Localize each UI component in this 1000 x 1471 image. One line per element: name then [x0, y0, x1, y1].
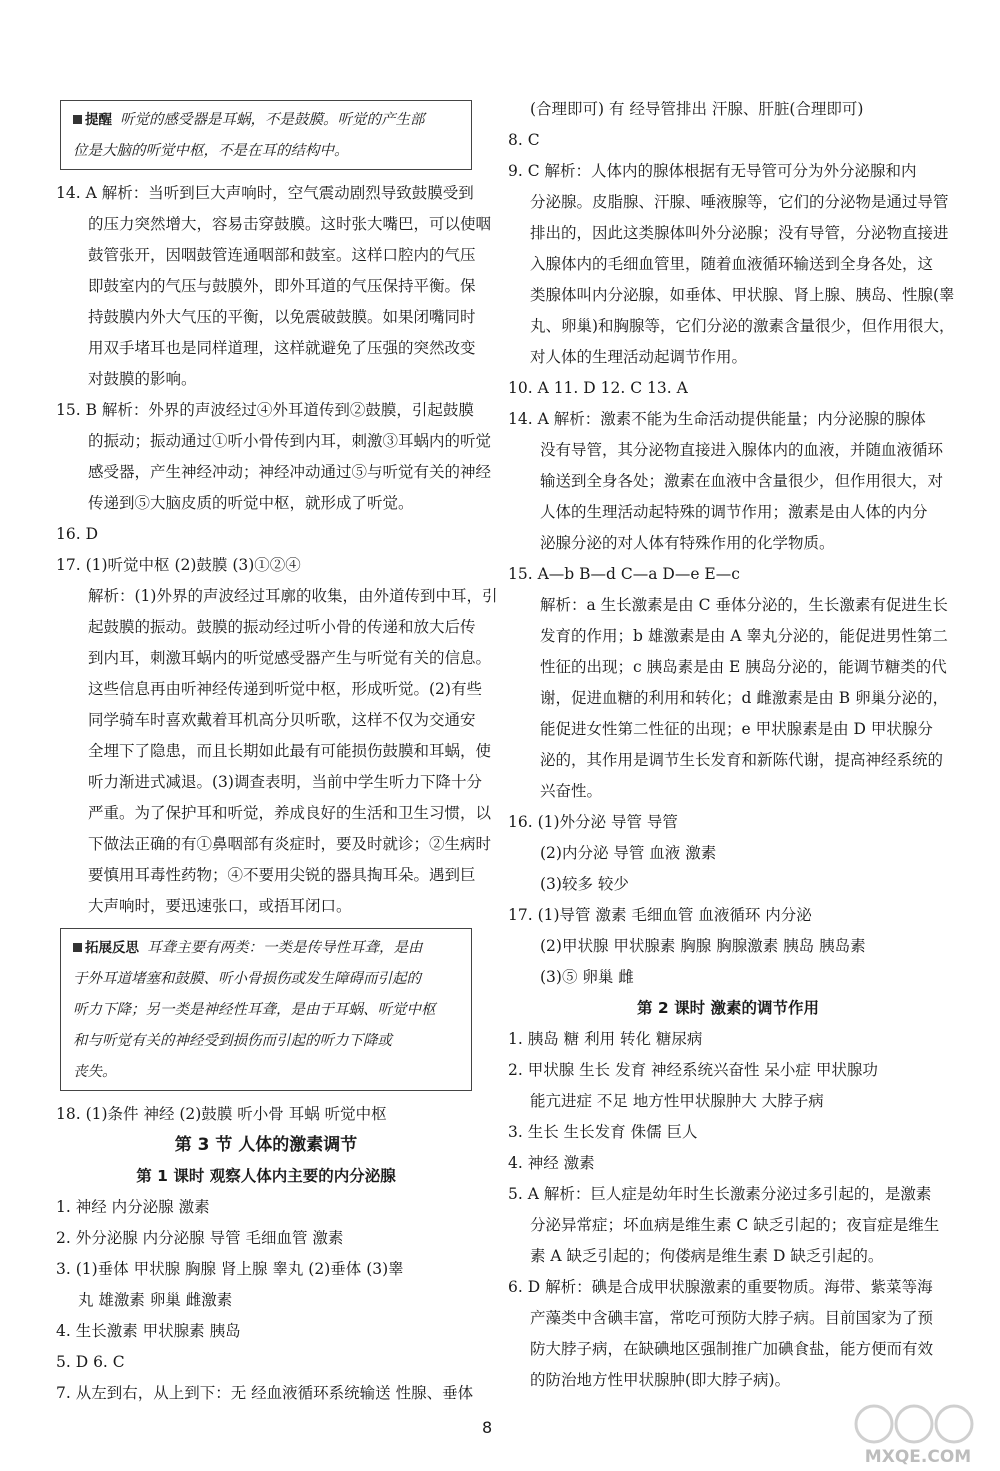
text-line: 这些信息再由听神经传递到听觉中枢，形成听觉。(2)有些	[88, 680, 482, 698]
text-line: 大声响时，要迅速张口，或捂耳闭口。	[88, 897, 352, 915]
text-line: 素 A 缺乏引起的；佝偻病是维生素 D 缺乏引起的。	[530, 1247, 884, 1265]
answer-16-right	[508, 807, 948, 900]
answer-6-right	[508, 1272, 948, 1396]
text-line: 没有导管，其分泌物直接进入腺体内的血液，并随血液循环	[540, 441, 944, 459]
text-line: 14. A 解析：当听到巨大声响时，空气震动剧烈导致鼓膜受到	[56, 184, 474, 202]
answer-17	[56, 550, 498, 922]
text-line: 起鼓膜的振动。鼓膜的振动经过听小骨的传递和放大后传	[88, 618, 476, 636]
text-line: (3)⑤ 卵巢 雌	[540, 968, 634, 986]
section-title: 第 3 节 人体的激素调节	[174, 1135, 358, 1155]
text-line: 即鼓室内的气压与鼓膜外，即外耳道的气压保持平衡。保	[88, 277, 476, 295]
text-line: 4. 生长激素 甲状腺素 胰岛	[56, 1322, 241, 1340]
answer-18: 18. (1)条件 神经 (2)鼓膜 听小骨 耳蜗 听觉中枢	[56, 1105, 387, 1123]
tip-line: 位是大脑的听觉中枢，不是在耳的结构中。	[73, 143, 349, 159]
text-line: 同学骑车时喜欢戴着耳机高分贝听歌，这样不仅为交通安	[88, 711, 476, 729]
answer-9	[508, 156, 955, 373]
text-line: 15. A—b B—d C—a D—e E—c	[508, 565, 740, 583]
text-line: 持鼓膜内外大气压的平衡，以免震破鼓膜。如果闭嘴同时	[88, 308, 476, 326]
answer-15-right	[508, 559, 948, 807]
text-line: 17. (1)导管 激素 毛细血管 血液循环 内分泌	[508, 906, 812, 924]
text-line: 的振动；振动通过①听小骨传到内耳，刺激③耳蜗内的听觉	[88, 432, 492, 450]
text-line: (2)甲状腺 甲状腺素 胸腺 胸腺激素 胰岛 胰岛素	[540, 937, 866, 955]
extension-line: 丧失。	[73, 1064, 117, 1080]
extension-line: 和与听觉有关的神经受到损伤而引起的听力下降或	[73, 1033, 392, 1049]
answer-16: 16. D	[56, 525, 99, 543]
text-line: 入腺体内的毛细血管里，随着血液循环输送到全身各处，这	[530, 255, 934, 273]
text-line: 类腺体叫内分泌腺，如垂体、甲状腺、肾上腺、胰岛、性腺(睾	[530, 286, 955, 304]
answers-10-13: 10. A 11. D 12. C 13. A	[508, 379, 688, 397]
answer-17-right	[508, 900, 948, 993]
text-line: 6. D 解析：碘是合成甲状腺激素的重要物质。海带、紫菜等海	[508, 1278, 933, 1296]
answer-15	[56, 395, 492, 519]
extension-line: 听力下降；另一类是神经性耳聋，是由于耳蜗、听觉中枢	[73, 1002, 436, 1018]
text-line: 听力渐进式减退。(3)调查表明，当前中学生听力下降十分	[88, 773, 482, 791]
text-line: 产藻类中含碘丰富，常吃可预防大脖子病。目前国家为了预	[530, 1309, 934, 1327]
text-line: 排出的，因此这类腺体叫外分泌腺；没有导管，分泌物直接进	[530, 224, 949, 242]
lesson-1-title: 第 1 课时 观察人体内主要的内分泌腺	[136, 1167, 396, 1185]
extension-tag: 拓展反思	[73, 940, 139, 956]
text-line: 能亢进症 不足 地方性甲状腺肿大 大脖子病	[530, 1092, 824, 1110]
text-line: 1. 神经 内分泌腺 激素	[56, 1198, 210, 1216]
text-line: (合理即可) 有 经导管排出 汗腺、肝脏(合理即可)	[530, 100, 864, 118]
extension-box	[60, 928, 472, 1091]
text-line: 5. A 解析：巨人症是幼年时生长激素分泌过多引起的，是激素	[508, 1185, 932, 1203]
text-line: 泌的，其作用是调节生长发育和新陈代谢，提高神经系统的	[540, 751, 944, 769]
extension-line: 于外耳道堵塞和鼓膜、听小骨损伤或发生障碍而引起的	[73, 971, 421, 987]
text-line: 人体的生理活动起特殊的调节作用；激素是由人体的内分	[540, 503, 928, 521]
text-line: 对鼓膜的影响。	[88, 370, 197, 388]
page-number: 8	[482, 1418, 493, 1437]
text-line: 解析：a 生长激素是由 C 垂体分泌的，生长激素有促进生长	[540, 596, 948, 614]
text-line: 发育的作用；b 雄激素是由 A 睾丸分泌的，能促进男性第二	[540, 627, 948, 645]
text-line: 用双手堵耳也是同样道理，这样就避免了压强的突然改变	[88, 339, 476, 357]
tip-line: 听觉的感受器是耳蜗，不是鼓膜。听觉的产生部	[120, 112, 425, 128]
text-line: 1. 胰岛 糖 利用 转化 糖尿病	[508, 1030, 703, 1048]
answer-5-right	[508, 1179, 948, 1272]
lesson-2-answers	[508, 1024, 948, 1179]
text-line: 能促进女性第二性征的出现；e 甲状腺素是由 D 甲状腺分	[540, 720, 933, 738]
text-line: 15. B 解析：外界的声波经过④外耳道传到②鼓膜，引起鼓膜	[56, 401, 474, 419]
lesson-1-answers	[56, 1192, 476, 1409]
text-line: 泌腺分泌的对人体有特殊作用的化学物质。	[540, 534, 835, 552]
answer-8: 8. C	[508, 131, 540, 149]
watermark-logo	[848, 1398, 988, 1468]
text-line: 性征的出现；c 胰岛素是由 E 胰岛分泌的，能调节糖类的代	[540, 658, 947, 676]
text-line: (3)较多 较少	[540, 875, 629, 893]
tip-tag: 提醒	[73, 112, 112, 128]
text-line: 5. D 6. C	[56, 1353, 125, 1371]
text-line: (2)内分泌 导管 血液 激素	[540, 844, 717, 862]
lesson-2-title: 第 2 课时 激素的调节作用	[637, 999, 819, 1017]
text-line: 7. 从左到右，从上到下：无 经血液循环系统输送 性腺、垂体	[56, 1384, 474, 1402]
text-line: 兴奋性。	[540, 782, 603, 800]
text-line: 感受器，产生神经冲动；神经冲动通过⑤与听觉有关的神经	[88, 463, 492, 481]
text-line: 2. 甲状腺 生长 发育 神经系统兴奋性 呆小症 甲状腺功	[508, 1061, 878, 1079]
text-line: 防大脖子病，在缺碘地区强制推广加碘食盐，能方便而有效	[530, 1340, 934, 1358]
text-line: 分泌腺。皮脂腺、汗腺、唾液腺等，它们的分泌物是通过导管	[530, 193, 949, 211]
text-line: 14. A 解析：激素不能为生命活动提供能量；内分泌腺的腺体	[508, 410, 926, 428]
text-line: 严重。为了保护耳和听觉，养成良好的生活和卫生习惯，以	[88, 804, 492, 822]
text-line: 4. 神经 激素	[508, 1154, 595, 1172]
text-line: 对人体的生理活动起调节作用。	[530, 348, 748, 366]
text-line: 谢，促进血糖的利用和转化；d 雌激素是由 B 卵巢分泌的，	[540, 689, 949, 707]
text-line: 2. 外分泌腺 内分泌腺 导管 毛细血管 激素	[56, 1229, 344, 1247]
text-line: 丸 雄激素 卵巢 雌激素	[78, 1291, 233, 1309]
text-line: 输送到全身各处；激素在血液中含量很少，但作用很大，对	[540, 472, 944, 490]
text-line: 解析：(1)外界的声波经过耳廓的收集，由外道传到中耳，引	[88, 587, 498, 605]
tip-box	[60, 100, 472, 170]
extension-line: 耳聋主要有两类：一类是传导性耳聋，是由	[147, 940, 423, 956]
text-line: 鼓管张开，因咽鼓管连通咽部和鼓室。这样口腔内的气压	[88, 246, 476, 264]
text-line: 下做法正确的有①鼻咽部有炎症时，要及时就诊；②生病时	[88, 835, 492, 853]
answer-14	[56, 178, 492, 395]
text-line: 17. (1)听觉中枢 (2)鼓膜 (3)①②④	[56, 556, 301, 574]
text-line: 要慎用耳毒性药物；④不要用尖锐的器具掏耳朵。遇到巨	[88, 866, 476, 884]
text-line: 到内耳，刺激耳蜗内的听觉感受器产生与听觉有关的信息。	[88, 649, 492, 667]
right-column	[508, 94, 955, 1396]
text-line: 9. C 解析：人体内的腺体根据有无导管可分为外分泌腺和内	[508, 162, 917, 180]
text-line: 的压力突然增大，容易击穿鼓膜。这时张大嘴巴，可以使咽	[88, 215, 492, 233]
text-line: 丸、卵巢)和胸腺等，它们分泌的激素含量很少，但作用很大，	[530, 317, 955, 335]
text-line: 分泌异常症；坏血病是维生素 C 缺乏引起的；夜盲症是维生	[530, 1216, 940, 1234]
watermark-text: MXQE.COM	[864, 1447, 972, 1467]
text-line: 全埋下了隐患，而且长期如此最有可能损伤鼓膜和耳蜗，使	[88, 742, 492, 760]
text-line: 3. 生长 生长发育 侏儒 巨人	[508, 1123, 698, 1141]
answer-14-right	[508, 404, 948, 559]
text-line: 的防治地方性甲状腺肿(即大脖子病)。	[530, 1371, 791, 1389]
text-line: 16. (1)外分泌 导管 导管	[508, 813, 678, 831]
left-column	[56, 94, 498, 1409]
text-line: 3. (1)垂体 甲状腺 胸腺 肾上腺 睾丸 (2)垂体 (3)睾	[56, 1260, 404, 1278]
text-line: 传递到⑤大脑皮质的听觉中枢，就形成了听觉。	[88, 494, 414, 512]
